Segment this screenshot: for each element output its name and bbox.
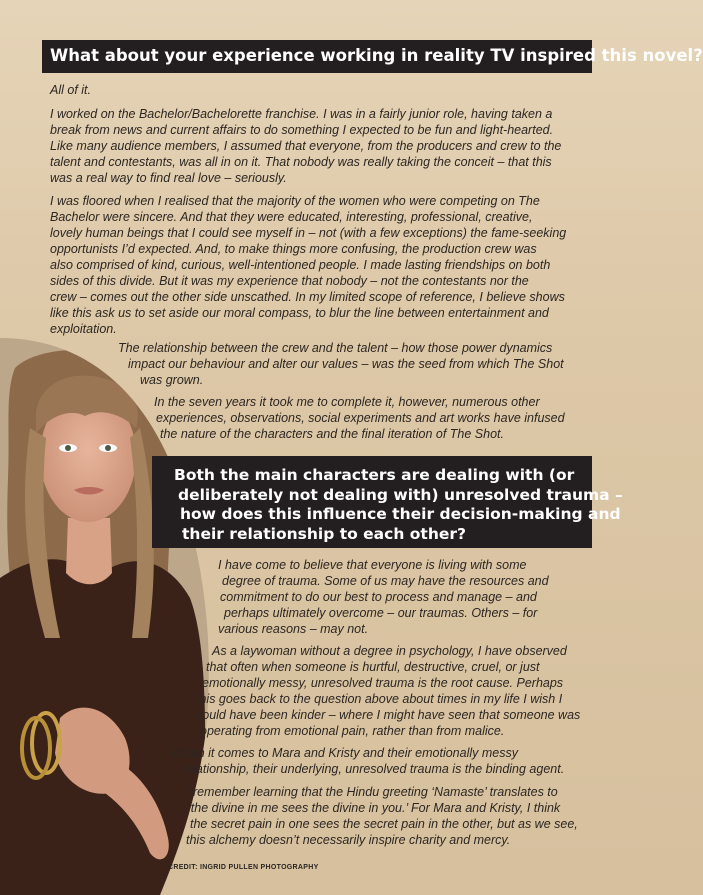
text-line: the nature of the characters and the final iteration of The Shot. — [160, 427, 504, 441]
text-line: I was floored when I realised that the majority of the women who were competing on The — [50, 194, 540, 208]
text-line: opportunists I’d expected. And, to make things more confusing, the production crew was — [50, 242, 537, 256]
text-line: The relationship between the crew and the talent – how those power dynamics — [118, 341, 553, 355]
text-line: I remember learning that the Hindu greeting ‘Namaste’ translates to — [186, 785, 558, 799]
text-line: impact our behaviour and alter our values – was the seed from which The Shot — [128, 357, 564, 371]
question-line: their relationship to each other? — [182, 524, 466, 543]
text-line: relationship, their underlying, unresolved trauma is the binding agent. — [182, 762, 565, 776]
text-line: this goes back to the question above about times in my life I wish I — [196, 692, 563, 706]
text-line: various reasons – may not. — [218, 622, 369, 636]
answer2-paragraph-3 — [172, 745, 564, 777]
text-line: crew – comes out the other side unscathed. In my limited scope of reference, I believe shows — [50, 290, 565, 304]
question-line: Both the main characters are dealing with (or — [174, 466, 575, 484]
text-line: commitment to do our best to process and manage – and — [220, 590, 537, 604]
text-line: I have come to believe that everyone is living with some — [218, 558, 527, 572]
text-line: In the seven years it took me to complete it, however, numerous other — [154, 395, 540, 409]
text-line: could have been kinder – where I might have seen that someone was — [196, 708, 581, 722]
text-line: emotionally messy, unresolved trauma is the root cause. Perhaps — [202, 676, 564, 690]
text-line: was a real way to find real love – seriously. — [50, 171, 287, 185]
text-line: Like many audience members, I assumed that everyone, from the producers and crew to the — [50, 139, 562, 153]
text-line: operating from emotional pain, rather than from malice. — [200, 724, 505, 738]
answer1-paragraph-3 — [50, 193, 566, 337]
text-line: ‘the divine in me sees the divine in you.’ For Mara and Kristy, I think — [188, 801, 561, 815]
text-line: As a laywoman without a degree in psychology, I have observed — [212, 644, 567, 658]
answer2-paragraph-2 — [196, 643, 580, 739]
text-line: this alchemy doesn’t necessarily inspire charity and mercy. — [186, 833, 511, 847]
text-line: I worked on the Bachelor/Bachelorette franchise. I was in a fairly junior role, having taken a — [50, 107, 553, 121]
text-line: talent and contestants, was all in on it. That nobody was really taking the conceit – that this — [50, 155, 552, 169]
question-heading-1: What about your experience working in reality TV inspired this novel? — [42, 40, 592, 73]
question-heading-2 — [152, 456, 623, 548]
text-line: Bachelor were sincere. And that they were educated, interesting, professional, creative, — [50, 210, 533, 224]
text-line: like this ask us to set aside our moral compass, to blur the line between entertainment and — [50, 306, 549, 320]
text-line: degree of trauma. Some of us may have the resources and — [222, 574, 549, 588]
text-line: lovely human beings that I could see myself in – not (with a few exceptions) the fame-seeking — [50, 226, 567, 240]
text-line: break from news and current affairs to do something I expected to be fun and light-hearted. — [50, 123, 554, 137]
answer2-paragraph-1 — [218, 557, 549, 637]
text-line: exploitation. — [50, 322, 117, 336]
text-line: experiences, observations, social experiments and art works have infused — [156, 411, 565, 425]
answer2-paragraph-4 — [186, 784, 578, 848]
text-line: that often when someone is hurtful, destructive, cruel, or just — [206, 660, 540, 674]
text-line: When it comes to Mara and Kristy and their emotionally messy — [172, 746, 518, 760]
text-line: All of it. — [50, 83, 91, 97]
answer1-paragraph-1 — [50, 82, 91, 98]
question-line: how does this influence their decision-making and — [180, 505, 621, 523]
text-line: perhaps ultimately overcome – our traumas. Others – for — [224, 606, 538, 620]
text-line: sides of this divide. But it was my experience that nobody – not the contestants nor the — [50, 274, 529, 288]
photo-credit: CREDIT: INGRID PULLEN PHOTOGRAPHY — [168, 864, 319, 871]
answer1-paragraph-2 — [50, 106, 561, 186]
text-line: also comprised of kind, curious, well-intentioned people. I made lasting friendships on both — [50, 258, 551, 272]
text-line: the secret pain in one sees the secret pain in the other, but as we see, — [190, 817, 578, 831]
question-line: deliberately not dealing with) unresolved trauma – — [178, 485, 623, 504]
text-line: was grown. — [140, 373, 204, 387]
